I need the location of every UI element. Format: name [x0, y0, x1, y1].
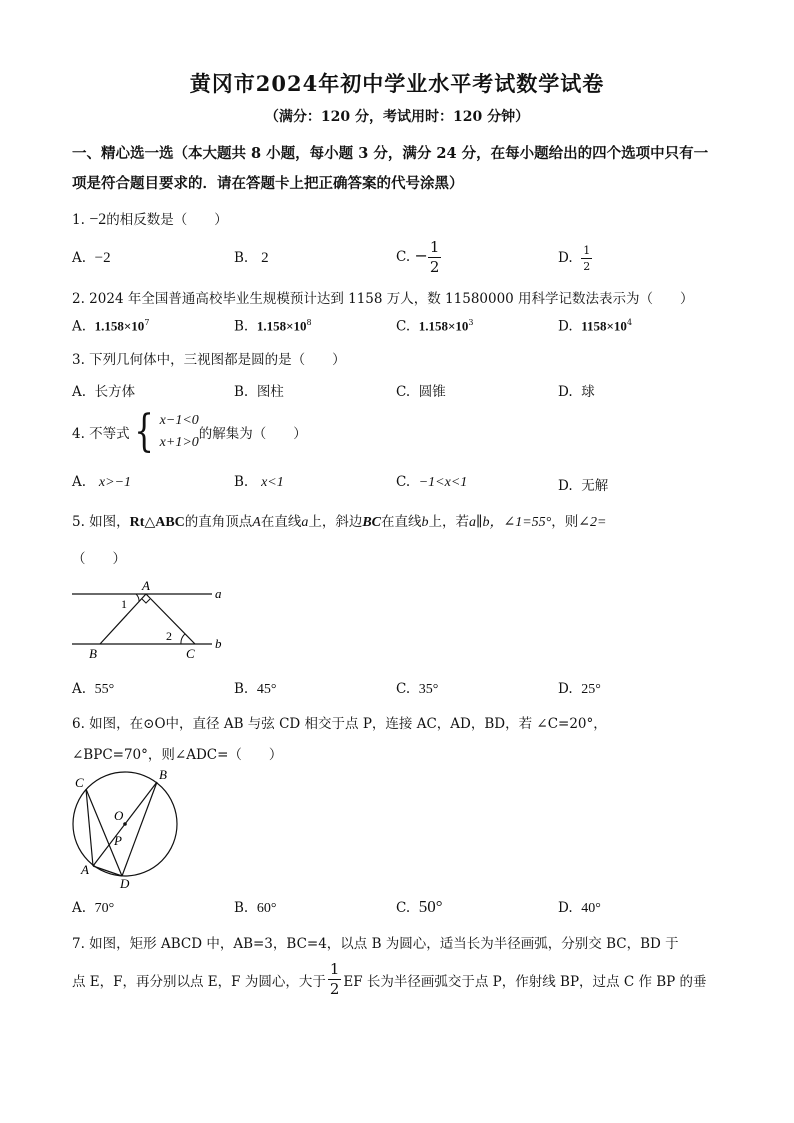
- q2-option-d: D. $1158\times 10^4$: [558, 318, 633, 335]
- q1-option-d: D. $\frac{1}{2}$: [558, 244, 591, 273]
- question-4: 4. 不等式 { x−1<0 x+1>0 的解集为（ ）: [72, 406, 307, 457]
- q6-option-b: B. 60°: [234, 900, 277, 916]
- q6-option-a: A. 70°: [72, 900, 115, 916]
- q6-option-c: C. 50°: [396, 897, 443, 916]
- svg-text:P: P: [114, 833, 122, 848]
- question-expr: −2: [89, 211, 107, 228]
- q2-option-b: B. $1.158\times 10^8$: [234, 318, 312, 335]
- question-text: 的相反数是（ ）: [106, 212, 228, 228]
- question-7-line2: 点 E，F，再分别以点 E，F 为圆心，大于 $\frac{1}{2}$ EF 长为半径画弧交于点 P，作射线 BP，过点 C 作 BP 的垂: [72, 960, 707, 998]
- exam-subtitle: （满分：120 分，考试用时：120 分钟）: [264, 109, 530, 125]
- question-5-paren: （ ）: [72, 551, 126, 567]
- question-3: 3. 下列几何体中，三视图都是圆的是（ ）: [72, 352, 346, 368]
- triangle-figure: [60, 575, 240, 665]
- svg-text:O: O: [114, 808, 124, 823]
- question-1: [72, 208, 228, 229]
- svg-text:B: B: [159, 767, 167, 782]
- q4-option-d: D. 无解: [558, 478, 609, 494]
- q4-option-b: B. x<1: [234, 474, 284, 490]
- svg-text:A: A: [142, 578, 150, 593]
- q1-option-a: A. −2: [72, 250, 111, 266]
- q5-option-d: D. 25°: [558, 681, 601, 697]
- q5-option-b: B. 45°: [234, 681, 277, 697]
- question-5: 5. 如图，Rt△ABC的直角顶点A在直线a上，斜边BC在直线b上，若a∥b，∠1=55°，则∠2=: [72, 514, 607, 530]
- question-number: 1.: [72, 212, 85, 228]
- question-7-line1: 7. 如图，矩形 ABCD 中，AB=3，BC=4，以点 B 为圆心，适当长为半径画弧，分别交 BC，BD 于: [72, 936, 679, 952]
- exam-title: 黄冈市2024年初中学业水平考试数学试卷: [189, 71, 605, 96]
- q3-option-d: D. 球: [558, 384, 595, 400]
- svg-text:2: 2: [166, 629, 172, 643]
- svg-text:1: 1: [121, 597, 127, 611]
- inequality-system: { x−1<0 x+1>0: [133, 406, 199, 457]
- svg-text:b: b: [215, 636, 222, 651]
- q1-option-c: C. − $\frac{1}{2}$: [396, 238, 440, 276]
- q2-option-a: A. $1.158\times 10^7$: [72, 318, 150, 335]
- q2-option-c: C. $1.158\times 10^3$: [396, 318, 474, 335]
- q6-option-d: D. 40°: [558, 900, 601, 916]
- svg-text:C: C: [75, 775, 84, 790]
- svg-text:a: a: [215, 586, 222, 601]
- q4-option-a: A. x>−1: [72, 474, 132, 490]
- section-heading: 一、精心选一选（本大题共 8 小题，每小题 3 分，满分 24 分，在每小题给出的四个选项中只有一项是符合题目要求的．请在答题卡上把正确答案的代号涂黑）: [72, 145, 709, 192]
- svg-text:D: D: [120, 876, 130, 891]
- svg-text:A: A: [81, 862, 89, 877]
- q1-option-b: B. 2: [234, 250, 269, 266]
- q5-option-c: C. 35°: [396, 681, 439, 697]
- q3-option-c: C. 圆锥: [396, 384, 446, 400]
- svg-text:B: B: [89, 646, 97, 661]
- question-6-line1: 6. 如图，在⊙O中，直径 AB 与弦 CD 相交于点 P，连接 AC，AD，BD，若 ∠C=20°，: [72, 716, 607, 732]
- q5-option-a: A. 55°: [72, 681, 115, 697]
- question-6-line2: ∠BPC=70°，则∠ADC=（ ）: [72, 747, 283, 763]
- q4-option-c: C. −1<x<1: [396, 474, 468, 490]
- q3-option-b: B. 图柱: [234, 384, 284, 400]
- question-2: 2. 2024 年全国普通高校毕业生规模预计达到 1158 万人，数 11580000 用科学记数法表示为（ ）: [72, 291, 694, 307]
- circle-figure: [60, 764, 190, 894]
- q3-option-a: A. 长方体: [72, 384, 136, 400]
- svg-text:C: C: [186, 646, 195, 661]
